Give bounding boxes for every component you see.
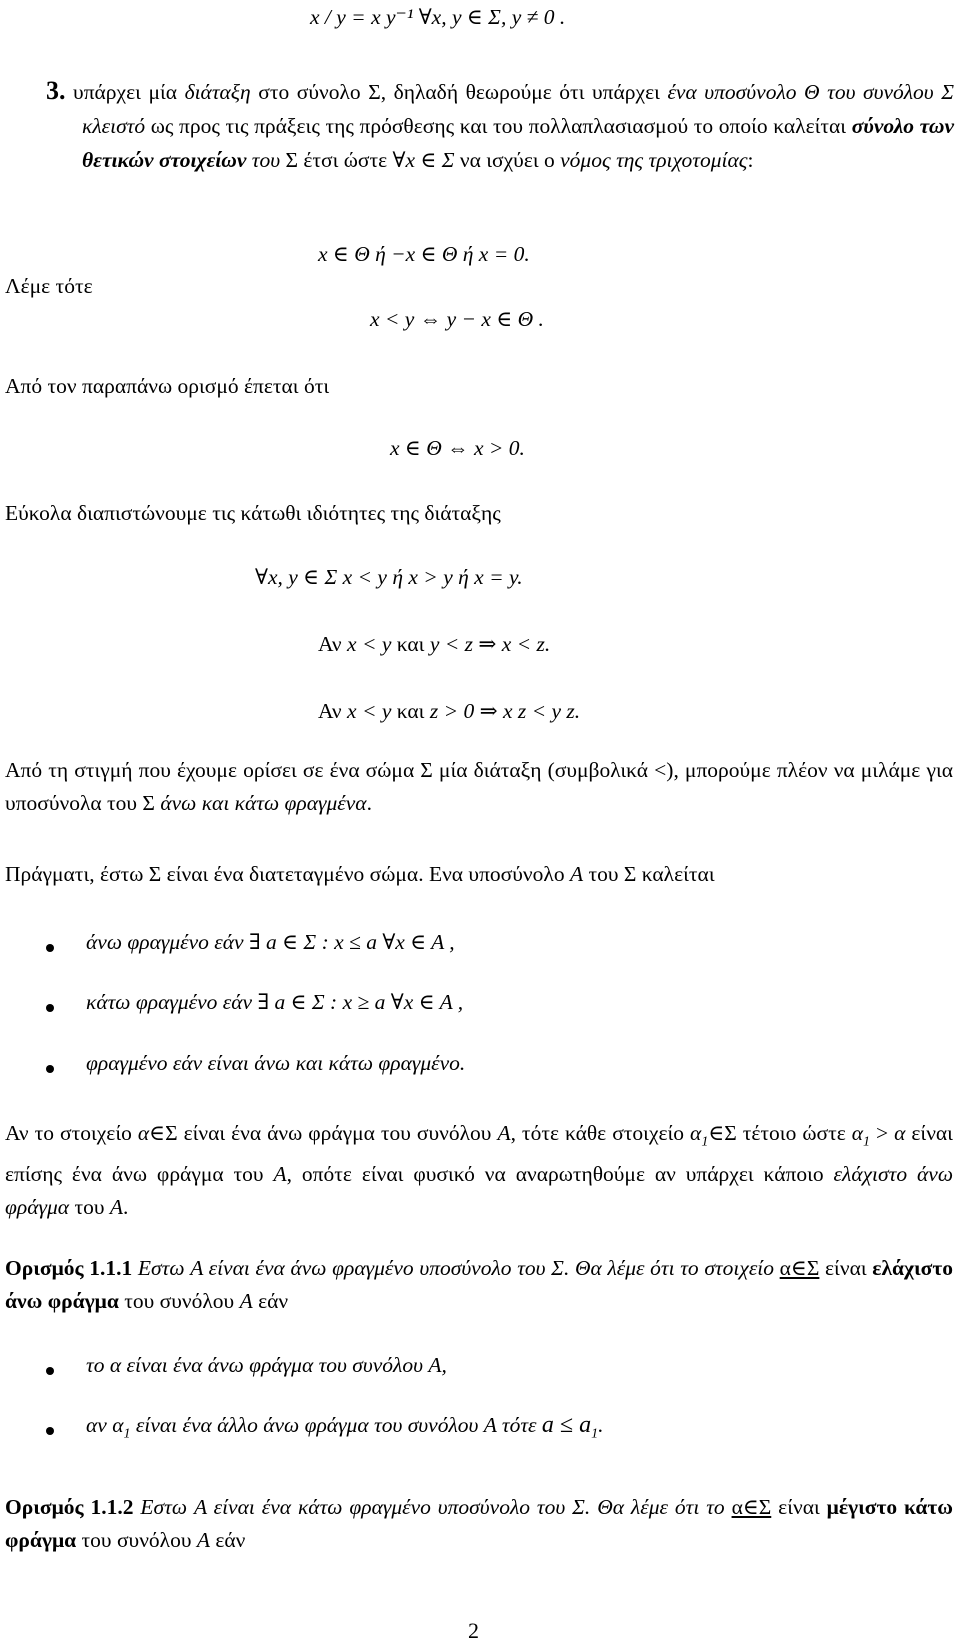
- text-span: ελάχιστο άνω φράγμα: [5, 1162, 954, 1220]
- text: και: [396, 699, 425, 723]
- text-span: , οπότε είναι φυσικό να αναρωτηθούμε αν υπάρχει κάποιο: [286, 1162, 834, 1187]
- text: νόμος της τριχοτομίας: [560, 148, 748, 172]
- text-span: A: [428, 1353, 442, 1377]
- property-3: [318, 697, 580, 725]
- item-3-paragraph: [46, 74, 954, 177]
- text: A: [569, 862, 584, 886]
- text-span: του συνόλου: [118, 1289, 240, 1313]
- math: y < z ⇒ x < z.: [424, 632, 551, 656]
- we-say-then: Λέμε τότε: [5, 274, 93, 298]
- text: Από τη στιγμή που έχουμε ορίσει σε ένα σώμα Σ μία διάταξη (συμβολικά <), μπορούμε πλέον να μιλάμε για υποσύνολα του Σ: [5, 758, 953, 815]
- text-span: α: [109, 1353, 122, 1377]
- text-span: 1: [123, 1426, 131, 1442]
- text: Αν: [318, 699, 342, 723]
- indeed-paragraph: [5, 860, 715, 888]
- text-span: Αν το στοιχείο: [5, 1121, 138, 1145]
- property-1: ∀x, y ∈ Σ x < y ή x > y ή x = y.: [255, 565, 523, 589]
- text: του Σ καλείται: [583, 862, 715, 886]
- text-span: α∈Σ: [731, 1495, 772, 1519]
- text-span: α: [112, 1413, 124, 1437]
- text: υπάρχει μία: [65, 80, 185, 104]
- text-span: α: [894, 1121, 906, 1145]
- text: φραγμένο: [86, 1051, 168, 1075]
- text-span: ∈Σ είναι ένα άνω φράγμα του συνόλου: [149, 1121, 498, 1145]
- easily-text: Εύκολα διαπιστώνουμε τις κάτωθι ιδιότητες της διάταξης: [5, 501, 501, 525]
- text-span: A: [190, 1256, 203, 1280]
- page-number: 2: [468, 1618, 479, 1643]
- text-span: του συνόλου: [76, 1528, 197, 1552]
- text-span: .: [598, 1413, 604, 1437]
- follows-text: Από τον παραπάνω ορισμό έπεται ότι: [5, 374, 330, 398]
- bullet-icon: [46, 1004, 54, 1012]
- bullet-bounded: [86, 1049, 465, 1077]
- bullet-icon: [46, 1367, 54, 1375]
- bullet-least: [86, 1411, 603, 1448]
- property-2: [318, 630, 550, 658]
- text-span: είναι ένα άνω φραγμένο υποσύνολο του Σ. Θα λέμε ότι το στοιχείο: [202, 1256, 780, 1280]
- text-span: a ≤ a: [541, 1412, 592, 1438]
- text: άνω φραγμένο: [86, 930, 209, 954]
- text-span: A: [239, 1289, 253, 1313]
- math: z > 0 ⇒ x z < y z.: [424, 699, 581, 723]
- text-span: του: [69, 1195, 110, 1220]
- item-number: 3.: [46, 76, 66, 105]
- text-span: A: [273, 1162, 287, 1187]
- text: να ισχύει ο: [454, 148, 561, 172]
- definition-label: Ορισμός 1.1.2: [5, 1495, 134, 1519]
- text-span: A: [497, 1121, 511, 1145]
- bullet-upper-bounded: [86, 928, 455, 956]
- text-span: α: [690, 1121, 702, 1145]
- text-span: A: [109, 1195, 123, 1220]
- text: .: [366, 791, 372, 815]
- text-span: ,: [441, 1353, 447, 1377]
- text: διάταξη: [184, 80, 251, 104]
- text-span: αν: [86, 1413, 113, 1437]
- bounded-paragraph: [5, 754, 953, 820]
- text: εάν είναι άνω και κάτω φραγμένο.: [167, 1051, 466, 1075]
- bullet-icon: [46, 1065, 54, 1073]
- text: σύνολο των θετικών στοιχείων: [82, 114, 954, 172]
- text-span: >: [870, 1121, 895, 1145]
- text-span: A: [193, 1495, 207, 1519]
- text-span: μέγιστο κάτω φράγμα: [5, 1495, 953, 1552]
- bullet-is-upper-bound: [86, 1351, 447, 1379]
- text: :: [747, 148, 754, 172]
- text-span: 1: [863, 1134, 871, 1150]
- text-span: α: [851, 1121, 864, 1145]
- text-span: 1: [591, 1426, 599, 1442]
- text-span: A: [483, 1413, 497, 1437]
- text: και: [396, 632, 425, 656]
- definition-label: Ορισμός 1.1.1: [5, 1256, 133, 1280]
- text: κάτω φραγμένο: [86, 990, 218, 1014]
- text: Σ έτσι ώστε: [280, 148, 393, 172]
- math: x < y: [341, 632, 397, 656]
- text-span: είναι ένα κάτω φραγμένο υποσύνολο του Σ. Θα λέμε ότι το: [206, 1495, 732, 1519]
- text: Πράγματι, έστω Σ είναι ένα διατεταγμένο σώμα. Ενα υποσύνολο: [5, 862, 570, 886]
- math: εάν ∃ a ∈ Σ : x ≤ a ∀x ∈ A ,: [208, 930, 455, 954]
- bullet-icon: [46, 1427, 54, 1435]
- text: ως προς τις πράξεις της πρόσθεσης και του πολλαπλασιασμού το οποίο καλείται: [145, 114, 852, 138]
- text-span: εάν: [210, 1528, 246, 1552]
- text-span: , τότε κάθε στοιχείο: [510, 1121, 691, 1145]
- text-span: α: [137, 1121, 150, 1145]
- bullet-icon: [46, 944, 54, 952]
- definition-1-1-2: [5, 1491, 953, 1557]
- trichotomy-formula: x ∈ Θ ή −x ∈ Θ ή x = 0.: [318, 242, 530, 266]
- text: άνω και κάτω φραγμένα: [160, 791, 367, 815]
- text-span: είναι ένα άλλο άνω φράγμα του συνόλου: [130, 1413, 484, 1437]
- text-span: A: [196, 1528, 210, 1552]
- text: Αν: [318, 632, 342, 656]
- text: του: [246, 148, 281, 172]
- upper-bound-paragraph: [5, 1117, 953, 1224]
- text-span: είναι ένα άνω φράγμα του συνόλου: [121, 1353, 429, 1377]
- math: x < y: [341, 699, 397, 723]
- text: στο σύνολο Σ, δηλαδή θεωρούμε ότι υπάρχει: [250, 80, 668, 104]
- text-span: είναι: [771, 1495, 827, 1519]
- text-span: εάν: [252, 1289, 289, 1313]
- text-span: .: [123, 1195, 129, 1220]
- bullet-lower-bounded: [86, 988, 463, 1016]
- text-span: ∈Σ τέτοιο ώστε: [708, 1121, 852, 1145]
- text: ένα υποσύνολο Θ του συνόλου Σ κλειστό: [82, 80, 954, 138]
- positive-formula: x ∈ Θ ⇔ x > 0.: [390, 436, 525, 460]
- math: εάν ∃ a ∈ Σ : x ≥ a ∀x ∈ A ,: [217, 990, 464, 1014]
- text-span: Εστω: [133, 1495, 194, 1519]
- math: ∀x ∈ Σ: [392, 148, 455, 172]
- text-span: είναι επίσης ένα άνω φράγμα του: [5, 1121, 953, 1187]
- formula-division: x / y = x y⁻¹ ∀x, y ∈ Σ, y ≠ 0 .: [310, 5, 566, 29]
- order-definition-formula: x < y ⇔ y − x ∈ Θ .: [370, 307, 544, 331]
- text-span: ελάχιστο άνω φράγμα: [5, 1256, 953, 1313]
- text-span: 1: [701, 1134, 709, 1150]
- text-span: Εστω: [132, 1256, 191, 1280]
- text-span: είναι: [819, 1256, 873, 1280]
- text-span: α∈Σ: [779, 1256, 820, 1280]
- definition-1-1-1: [5, 1252, 953, 1318]
- text-span: το: [86, 1353, 110, 1377]
- text-span: τότε: [496, 1413, 542, 1437]
